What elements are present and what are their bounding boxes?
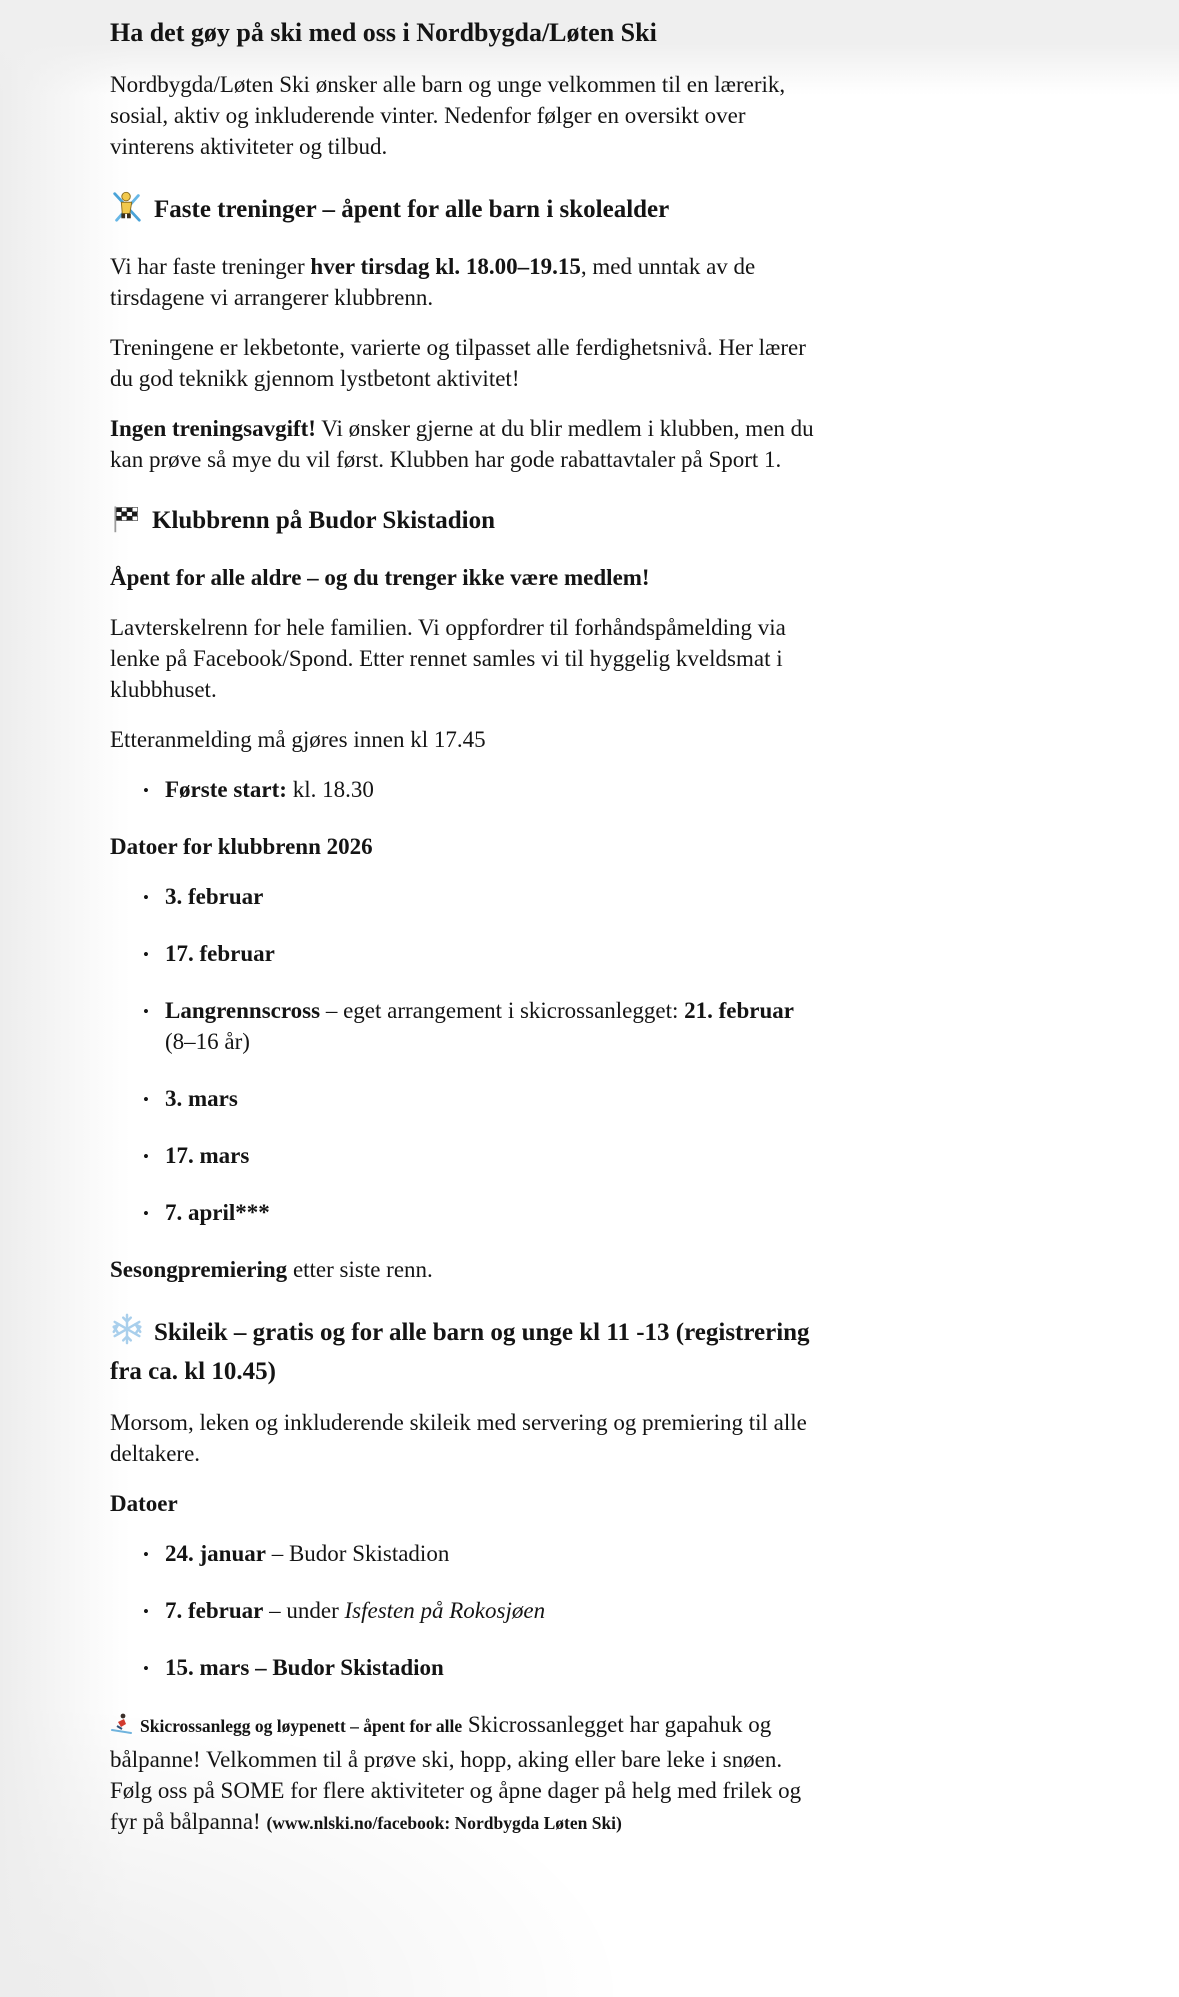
skileik-description-paragraph: Morsom, leken og inkluderende skileik med servering og premiering til alle deltakere. [110, 1410, 807, 1466]
season-award-rest: etter siste renn. [287, 1257, 433, 1282]
trainings-description-paragraph: Treningene er lekbetonte, varierte og tilpasset alle ferdighetsnivå. Her lærer du god teknikk gjennom lystbetont aktivitet! [110, 335, 806, 391]
trainings-times-post: , med unntak av de tirsdagene vi arrangerer klubbrenn. [110, 254, 756, 310]
klubbrenn-description-paragraph: Lavterskelrenn for hele familien. Vi oppfordrer til forhåndspåmelding via lenke på Facebook/Spond. Etter rennet samles vi til hyggelig kveldsmat i klubbhuset. [110, 615, 786, 702]
skileik-dates-heading: Datoer [110, 1491, 178, 1516]
page-title: Ha det gøy på ski med oss i Nordbygda/Løten Ski [110, 18, 657, 47]
skicross-source-note: (www.nlski.no/facebook: Nordbygda Løten Ski) [266, 1813, 622, 1833]
skileik-heading-text: Skileik – gratis og for alle barn og unge kl 11 -13 (registrering fra ca. kl 10.45) [110, 1319, 810, 1385]
list-item: • 7. februar – under Isfesten på Rokosjøen [110, 1595, 816, 1626]
skileik-dates-list [110, 1538, 816, 1683]
trainings-heading [110, 189, 816, 232]
no-fee-rest: Vi ønsker gjerne at du blir medlem i klubben, men du kan prøve så mye du vil først. Klubben har gode rabattavtaler på Sport 1. [110, 416, 814, 472]
list-item: • 7. april*** [110, 1197, 816, 1228]
list-item: • 17. mars [110, 1140, 816, 1171]
klubbrenn-dates-heading: Datoer for klubbrenn 2026 [110, 834, 373, 859]
trainings-times-pre: Vi har faste treninger [110, 254, 311, 279]
first-start-item [110, 774, 816, 805]
klubbrenn-registration-paragraph: Etteranmelding må gjøres innen kl 17.45 [110, 727, 486, 752]
no-fee-bold: Ingen treningsavgift! [110, 416, 316, 441]
list-item: • 15. mars – Budor Skistadion [110, 1652, 816, 1683]
trainings-times-paragraph [110, 251, 816, 313]
checkered-flag-icon [110, 502, 142, 543]
klubbrenn-dates-list [110, 881, 816, 1228]
skicross-paragraph [110, 1709, 816, 1839]
skileik-heading [110, 1312, 816, 1388]
intro-paragraph: Nordbygda/Løten Ski ønsker alle barn og unge velkommen til en lærerik, sosial, aktiv og inkluderende vinter. Nedenfor følger en oversikt over vinterens aktiviteter og tilbud. [110, 72, 786, 159]
list-item: • 17. februar [110, 938, 816, 969]
klubbrenn-heading-text: Klubbrenn på Budor Skistadion [152, 507, 495, 534]
list-item: • 3. mars [110, 1083, 816, 1114]
document-body [110, 0, 816, 1839]
klubbrenn-subheading: Åpent for alle aldre – og du trenger ikke være medlem! [110, 565, 650, 590]
klubbrenn-heading [110, 502, 816, 543]
snowflake-icon [110, 1312, 144, 1355]
season-award-bold: Sesongpremiering [110, 1257, 288, 1282]
season-award-paragraph [110, 1254, 816, 1285]
skier-icon [110, 189, 144, 232]
list-item: • 24. januar – Budor Skistadion [110, 1538, 816, 1569]
small-skier-icon [110, 1712, 134, 1744]
first-start-list [110, 774, 816, 805]
skicross-body: Skicrossanlegget har gapahuk og bålpanne! Velkommen til å prøve ski, hopp, aking eller bare leke i snøen. Følg oss på SOME for flere aktiviteter og åpne dager på helg med frilek og fyr på bålpanna! [110, 1712, 802, 1834]
skicross-label: Skicrossanlegg og løypenett – åpent for alle [140, 1716, 463, 1736]
first-start-value: kl. 18.30 [286, 777, 374, 802]
trainings-heading-text: Faste treninger – åpent for alle barn i skolealder [154, 196, 670, 223]
trainings-fee-paragraph [110, 413, 816, 475]
first-start-label: Første start: [165, 777, 287, 802]
list-item: • 3. februar [110, 881, 816, 912]
trainings-times-bold: hver tirsdag kl. 18.00–19.15 [310, 254, 581, 279]
list-item-langrennscross: • Langrennscross – eget arrangement i skicrossanlegget: 21. februar (8–16 år) [110, 995, 816, 1057]
